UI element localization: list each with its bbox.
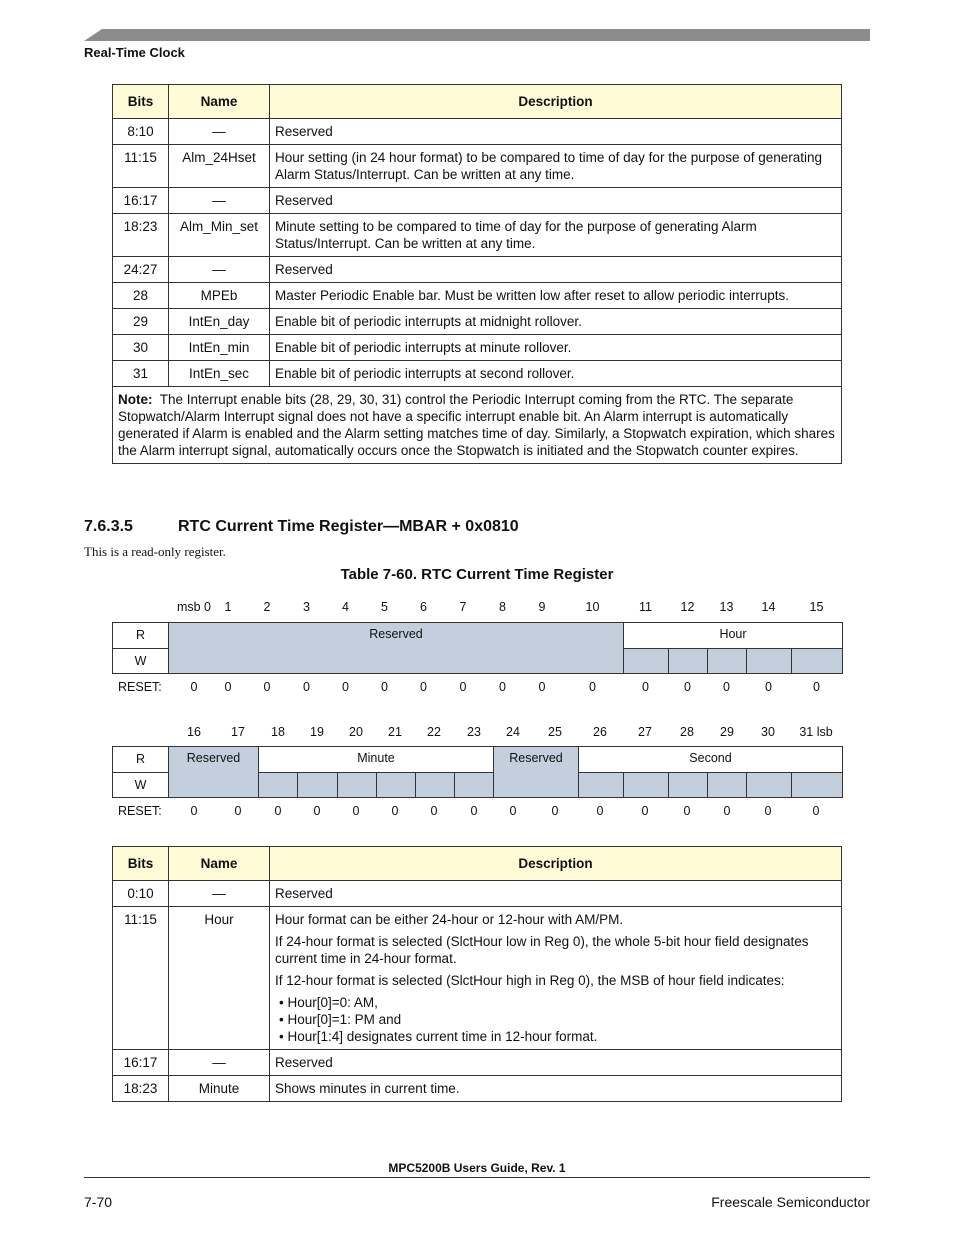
write-bit-cell: [746, 772, 792, 798]
bit-number: 8: [499, 600, 506, 614]
reset-value: 0: [313, 804, 321, 818]
write-bit-cell: [668, 648, 708, 674]
running-head: Real-Time Clock: [84, 45, 185, 60]
bits-cell: 24:27: [113, 257, 169, 283]
description-paragraph: Hour format can be either 24-hour or 12-hour with AM/PM.: [275, 912, 624, 927]
table-row: [113, 283, 842, 309]
bit-number: 7: [459, 600, 467, 614]
reset-value: 0: [813, 680, 820, 694]
bit-number: 22: [427, 725, 441, 739]
write-bit-cell: [415, 772, 455, 798]
bit-number: 21: [388, 725, 402, 739]
row-label-r: R: [112, 622, 169, 649]
reset-value: 0: [459, 680, 467, 694]
bits-cell: 11:15: [113, 907, 169, 1050]
reset-value: 0: [342, 680, 349, 694]
footer-rule: [84, 1177, 870, 1178]
field-description-table-2: [112, 846, 842, 1102]
bits-cell: 30: [113, 335, 169, 361]
bit-number: 23: [467, 725, 481, 739]
bit-number: 2: [263, 600, 271, 614]
bit-number: 30: [761, 725, 775, 739]
reset-value: 0: [234, 804, 242, 818]
reset-value: 0: [190, 804, 198, 818]
bits-cell: 11:15: [113, 145, 169, 188]
name-cell: Hour: [169, 907, 270, 1050]
reset-value: 0: [470, 804, 478, 818]
bullet-item: • Hour[0]=0: AM,: [279, 994, 836, 1011]
bit-number: 1: [224, 600, 232, 614]
table-row: [113, 309, 842, 335]
name-cell: Alm_24Hset: [169, 145, 270, 188]
name-cell: IntEn_min: [169, 335, 270, 361]
reserved-field: Reserved: [168, 746, 259, 798]
description-cell: Reserved: [270, 119, 842, 145]
reset-value: 0: [551, 804, 559, 818]
bit-number: 9: [538, 600, 546, 614]
table-row: [113, 1050, 842, 1076]
description-cell: Master Periodic Enable bar. Must be written low after reset to allow periodic interrupts.: [270, 283, 842, 309]
register-field: Hour: [623, 622, 843, 649]
reset-value: 0: [723, 804, 731, 818]
register-field: Second: [578, 746, 843, 773]
bit-number: 6: [420, 600, 427, 614]
write-bit-cell: [623, 648, 669, 674]
bit-number: 19: [310, 725, 324, 739]
reset-value: 0: [224, 680, 232, 694]
table-row: [113, 881, 842, 907]
footer-company: Freescale Semiconductor: [711, 1194, 870, 1210]
register-field: Minute: [258, 746, 494, 773]
reset-value: 0: [430, 804, 438, 818]
figure-caption: Table 7-60. RTC Current Time Register: [340, 566, 614, 583]
column-header-name: Name: [169, 847, 270, 881]
column-header-bits: Bits: [113, 847, 169, 881]
write-bit-cell: [791, 648, 843, 674]
reset-value: 0: [420, 680, 427, 694]
section-heading: [84, 518, 519, 536]
write-bit-cell: [707, 648, 747, 674]
bit-number: 29: [720, 725, 734, 739]
bits-cell: 8:10: [113, 119, 169, 145]
bit-number: 20: [349, 725, 363, 739]
description-cell: Reserved: [270, 1050, 842, 1076]
bit-number: 24: [506, 725, 520, 739]
description-cell: Minute setting to be compared to time of day for the purpose of generating Alarm Status/Interrupt. Can be written at any time.: [270, 214, 842, 257]
section-title: RTC Current Time Register—MBAR + 0x0810: [178, 518, 519, 535]
name-cell: —: [169, 188, 270, 214]
description-cell: Reserved: [270, 257, 842, 283]
bits-cell: 18:23: [113, 214, 169, 257]
bit-number: 26: [593, 725, 607, 739]
write-bit-cell: [746, 648, 792, 674]
bits-cell: 28: [113, 283, 169, 309]
description-cell: Enable bit of periodic interrupts at midnight rollover.: [270, 309, 842, 335]
table-row: [113, 1076, 842, 1102]
name-cell: MPEb: [169, 283, 270, 309]
bit-number: 5: [381, 600, 388, 614]
write-bit-cell: [623, 772, 669, 798]
bit-number: 12: [680, 600, 695, 614]
write-bit-cell: [454, 772, 494, 798]
name-cell: IntEn_day: [169, 309, 270, 335]
bits-cell: 29: [113, 309, 169, 335]
reset-value: 0: [765, 680, 772, 694]
reserved-field: Reserved: [493, 746, 579, 798]
reset-value: 0: [190, 680, 198, 694]
bits-cell: 16:17: [113, 188, 169, 214]
field-description-table-1: [112, 84, 842, 464]
reset-value: 0: [509, 804, 517, 818]
footer-document-title: MPC5200B Users Guide, Rev. 1: [388, 1161, 566, 1175]
name-cell: —: [169, 1050, 270, 1076]
bits-cell: 18:23: [113, 1076, 169, 1102]
reset-value: 0: [723, 680, 730, 694]
description-cell: Enable bit of periodic interrupts at second rollover.: [270, 361, 842, 387]
table-row: [113, 119, 842, 145]
reset-value: 0: [391, 804, 399, 818]
write-bit-cell: [337, 772, 377, 798]
description-paragraph: If 24-hour format is selected (SlctHour low in Reg 0), the whole 5-bit hour field designates current time in 24-hour format.: [275, 934, 809, 966]
bits-cell: 0:10: [113, 881, 169, 907]
column-header-description: Description: [270, 847, 842, 881]
description-cell: Reserved: [270, 188, 842, 214]
bit-number: 14: [761, 600, 776, 614]
name-cell: Alm_Min_set: [169, 214, 270, 257]
table-row: [113, 188, 842, 214]
bit-number: 17: [231, 725, 245, 739]
bit-number: 31 lsb: [799, 725, 833, 739]
bullet-item: • Hour[0]=1: PM and: [279, 1011, 836, 1028]
description-cell: Enable bit of periodic interrupts at minute rollover.: [270, 335, 842, 361]
table-row: [113, 214, 842, 257]
section-intro: This is a read-only register.: [84, 544, 226, 559]
description-paragraph: If 12-hour format is selected (SlctHour high in Reg 0), the MSB of hour field indicates:: [275, 973, 785, 988]
table-row: [113, 907, 842, 1050]
reset-label: RESET:: [118, 804, 162, 818]
reset-value: 0: [499, 680, 506, 694]
reset-value: 0: [589, 680, 596, 694]
bit-number: 3: [303, 600, 310, 614]
bit-number: 10: [585, 600, 600, 614]
bullet-item: • Hour[1:4] designates current time in 12-hour format.: [279, 1028, 836, 1045]
column-header-description: Description: [270, 85, 842, 119]
reserved-field: Reserved: [168, 622, 624, 674]
bit-number: 18: [271, 725, 285, 739]
bits-cell: 31: [113, 361, 169, 387]
reset-value: 0: [538, 680, 546, 694]
section-number: 7.6.3.5: [84, 518, 133, 535]
description-cell: Hour setting (in 24 hour format) to be compared to time of day for the purpose of generating Alarm Status/Interrupt. Can be written at any time.: [270, 145, 842, 188]
bit-number: msb 0: [176, 600, 212, 614]
table-row: [113, 361, 842, 387]
reset-value: 0: [274, 804, 282, 818]
table-row: [113, 335, 842, 361]
row-label-r: R: [112, 746, 169, 773]
bit-number: 25: [548, 725, 562, 739]
name-cell: —: [169, 257, 270, 283]
page-number: 7-70: [84, 1194, 113, 1210]
reset-value: 0: [352, 804, 360, 818]
reset-label: RESET:: [118, 680, 162, 694]
table-note-row: [113, 387, 842, 464]
bit-number: 15: [809, 600, 824, 614]
description-cell: [270, 907, 842, 1050]
table1-body: [113, 119, 842, 387]
write-bit-cell: [258, 772, 298, 798]
reset-value: 0: [263, 680, 271, 694]
note-label: Note:: [118, 392, 153, 407]
reset-value: 0: [596, 804, 604, 818]
bullet-list: [275, 994, 836, 1045]
description-cell: Reserved: [270, 881, 842, 907]
bits-cell: 16:17: [113, 1050, 169, 1076]
table-note: [113, 387, 842, 464]
reset-value: 0: [812, 804, 820, 818]
bit-number: 13: [719, 600, 734, 614]
reset-value: 0: [683, 804, 691, 818]
reset-value: 0: [381, 680, 388, 694]
table-row: [113, 257, 842, 283]
bit-number: 28: [680, 725, 694, 739]
reset-value: 0: [684, 680, 691, 694]
name-cell: —: [169, 119, 270, 145]
column-header-bits: Bits: [113, 85, 169, 119]
write-bit-cell: [668, 772, 708, 798]
reset-value: 0: [764, 804, 772, 818]
write-bit-cell: [578, 772, 624, 798]
write-bit-cell: [791, 772, 843, 798]
name-cell: Minute: [169, 1076, 270, 1102]
bit-number: 4: [342, 600, 349, 614]
row-label-w: W: [112, 648, 169, 674]
write-bit-cell: [297, 772, 338, 798]
description-cell: Shows minutes in current time.: [270, 1076, 842, 1102]
name-cell: —: [169, 881, 270, 907]
write-bit-cell: [376, 772, 416, 798]
reset-value: 0: [303, 680, 310, 694]
write-bit-cell: [707, 772, 747, 798]
note-text: The Interrupt enable bits (28, 29, 30, 31) control the Periodic Interrupt coming from the RTC. The separate Stopwatch/Alarm Interrupt signal does not have a specific interrupt enable bit. An Alarm interrupt is automatically generated if Alarm is enabled and the Alarm setting matches time of day. Similarly, a Stopwatch expiration, which shares the Alarm interrupt signal, automatically occurs once the Stopwatch is initiated and the Stopwatch counter expires.: [118, 392, 835, 458]
reset-value: 0: [642, 680, 649, 694]
reset-value: 0: [641, 804, 649, 818]
row-label-w: W: [112, 772, 169, 798]
bit-number: 11: [639, 600, 652, 614]
name-cell: IntEn_sec: [169, 361, 270, 387]
header-rule: [84, 29, 870, 41]
bit-number: 27: [638, 725, 652, 739]
table-row: [113, 145, 842, 188]
bit-number: 16: [187, 725, 201, 739]
column-header-name: Name: [169, 85, 270, 119]
